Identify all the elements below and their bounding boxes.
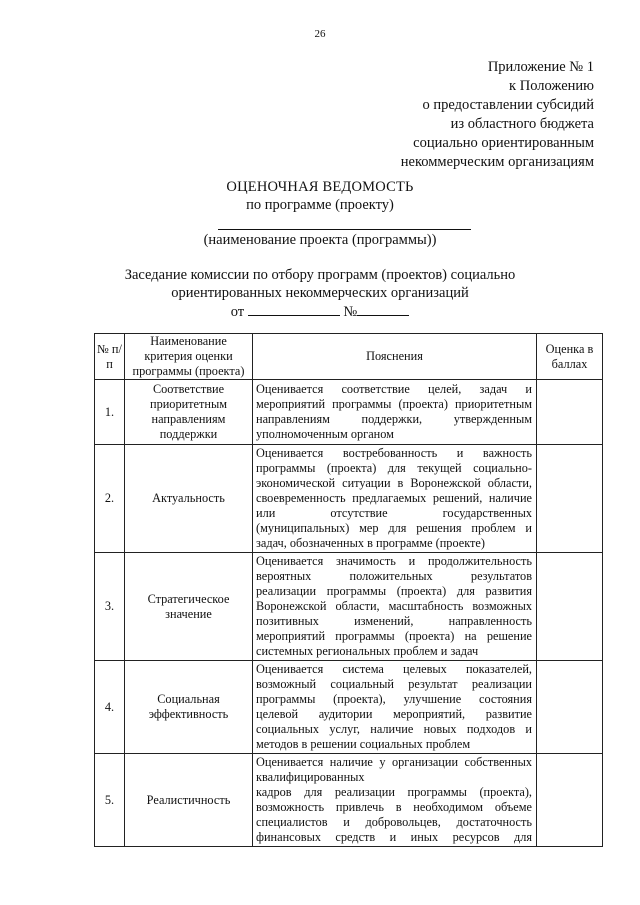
notes-line: методов в решении социальных проблем (256, 737, 471, 751)
row-notes (253, 553, 537, 661)
notes-line: возможный социальный результат реализации (256, 677, 532, 691)
row-num: 3. (95, 553, 125, 661)
notes-line: или отсутствие государственных (256, 506, 532, 520)
row-criterion: Стратегическое значение (125, 553, 253, 661)
notes-line: квалифицированных (256, 770, 365, 784)
row-score-cell (537, 553, 603, 661)
row-score-cell (537, 445, 603, 553)
row-score-cell (537, 380, 603, 445)
notes-line: Оценивается востребованность и важность (256, 446, 532, 460)
notes-line: специалистов и добровольцев, достаточность (256, 815, 532, 829)
appendix-line: социально ориентированным (413, 135, 594, 151)
notes-line: вероятных положительных результатов (256, 569, 532, 583)
session-date-line (0, 302, 640, 321)
appendix-line: некоммерческим организациям (400, 154, 594, 170)
appendix-line: из областного бюджета (450, 116, 594, 132)
table-row (95, 553, 603, 661)
appendix-line: Приложение № 1 (487, 59, 594, 75)
notes-line: мероприятий программы (проекта) приоритетным (256, 397, 532, 411)
notes-line: направлениям поддержки, утвержденным (256, 412, 532, 426)
header-score: Оценка в баллах (537, 334, 603, 380)
table-row (95, 661, 603, 754)
row-notes (253, 445, 537, 553)
row-score-cell (537, 754, 603, 847)
notes-line: мероприятий программы (проекта) на решение (256, 629, 532, 643)
notes-line: (муниципальных) мер для решения проблем и (256, 521, 532, 535)
notes-line: программы (проекта), улучшение состояния (256, 692, 532, 706)
notes-line: кадров для реализации программы (проекта), (256, 785, 532, 799)
table-header-row (95, 334, 603, 380)
date-from-label: от (230, 304, 245, 320)
notes-line: программы (проекта) для текущей социально- (256, 461, 532, 475)
notes-line: финансовых средств и иных ресурсов для (256, 830, 532, 844)
page-subtitle: по программе (проекту) (246, 197, 394, 213)
header-notes: Пояснения (253, 334, 537, 380)
notes-line: возможность привлечь в необходимом объеме (256, 800, 532, 814)
notes-line: Воронежской области, масштабность возможных (256, 599, 532, 613)
row-num: 2. (95, 445, 125, 553)
notes-line: экономической ситуации в Воронежской области, (256, 476, 532, 490)
notes-line: Оценивается значимость и продолжительность (256, 554, 532, 568)
row-criterion: Реалистичность (125, 754, 253, 847)
row-notes (253, 380, 537, 445)
number-blank (357, 302, 409, 316)
row-num: 4. (95, 661, 125, 754)
session-line-1: Заседание комиссии по отбору программ (проектов) социально (124, 267, 516, 283)
project-name-caption: (наименование проекта (программы)) (203, 232, 437, 248)
evaluation-table (94, 333, 603, 847)
row-criterion: Соответствие приоритетным направлениям поддержки (125, 380, 253, 445)
table-row (95, 754, 603, 847)
number-label: № (343, 304, 358, 320)
notes-line: системных региональных проблем и задач (256, 644, 479, 658)
appendix-line: к Положению (509, 78, 594, 94)
page-title: ОЦЕНОЧНАЯ ВЕДОМОСТЬ (226, 179, 414, 195)
page-number: 26 (314, 28, 326, 40)
title-block (0, 178, 640, 214)
notes-line: Оценивается система целевых показателей, (256, 662, 532, 676)
row-num: 1. (95, 380, 125, 445)
notes-line: Оценивается наличие у организации собственных (256, 755, 532, 769)
table-row (95, 445, 603, 553)
appendix-line: о предоставлении субсидий (422, 97, 594, 113)
date-blank (248, 302, 340, 316)
row-criterion: Актуальность (125, 445, 253, 553)
notes-line: задач, обозначенных в программе (проекте) (256, 536, 485, 550)
notes-line: реализации программы (проекта) для развития (256, 584, 532, 598)
row-criterion: Социальная эффективность (125, 661, 253, 754)
header-criterion: Наименование критерия оценки программы (проекта) (125, 334, 253, 380)
row-score-cell (537, 661, 603, 754)
notes-line: Оценивается соответствие целей, задач и (256, 382, 532, 396)
session-line-2: ориентированных некоммерческих организаций (171, 285, 469, 301)
notes-line: позитивных изменений, направленность (256, 614, 532, 628)
row-notes (253, 754, 537, 847)
row-notes (253, 661, 537, 754)
header-num: № п/п (95, 334, 125, 380)
table-row (95, 380, 603, 445)
appendix-block (334, 58, 594, 172)
session-block (0, 266, 640, 321)
row-num: 5. (95, 754, 125, 847)
notes-line: социальных услуг, наличие новых подходов и (256, 722, 532, 736)
project-name-blank-line (218, 229, 471, 230)
notes-line: целевой аудитории мероприятий, развитие (256, 707, 532, 721)
notes-line: своевременность предлагаемых решений, наличие (256, 491, 532, 505)
notes-line: уполномоченным органом (256, 427, 394, 441)
